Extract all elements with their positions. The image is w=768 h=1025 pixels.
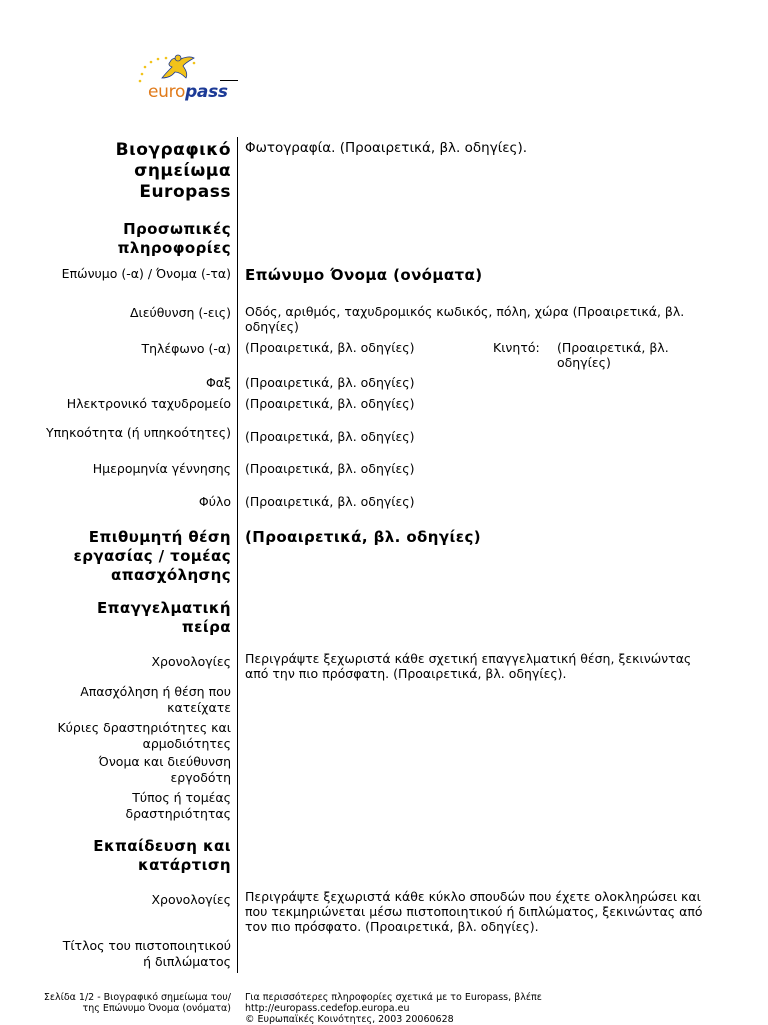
- column-divider: [237, 137, 238, 973]
- section-desired-job: Επιθυμητή θέση εργασίας / τομέας απασχόλησης: [73, 528, 231, 584]
- logo-rule: [220, 80, 238, 81]
- footer-copyright: © Ευρωπαϊκές Κοινότητες, 2003 20060628: [245, 1014, 454, 1025]
- footer-more-info: Για περισσότερες πληροφορίες σχετικά με το Europass, βλέπε: [245, 992, 542, 1003]
- mobile-value: (Προαιρετικά, βλ. οδηγίες): [557, 340, 669, 370]
- fax-label: Φαξ: [205, 375, 231, 390]
- cv-title: Βιογραφικό σημείωμα Europass: [115, 140, 231, 202]
- section-education: Εκπαίδευση και κατάρτιση: [93, 837, 231, 874]
- email-value: (Προαιρετικά, βλ. οδηγίες): [245, 396, 415, 411]
- address-value: Οδός, αριθμός, ταχυδρομικός κωδικός, πόλη, χώρα (Προαιρετικά, βλ. οδηγίες): [245, 304, 685, 334]
- address-label: Διεύθυνση (-εις): [129, 305, 231, 320]
- employer-label: Όνομα και διεύθυνση εργοδότη: [98, 754, 231, 785]
- nationality-label: Υπηκοότητα (ή υπηκοότητες): [46, 425, 231, 440]
- europass-logo: [132, 52, 242, 112]
- desired-job-value: (Προαιρετικά, βλ. οδηγίες): [245, 528, 481, 546]
- fax-value: (Προαιρετικά, βλ. οδηγίες): [245, 375, 415, 390]
- logo-text: europass: [148, 82, 228, 102]
- edu-dates-label: Χρονολογίες: [151, 892, 231, 907]
- footer-page-info: Σελίδα 1/2 - Βιογραφικό σημείωμα του/της Επώνυμο Όνομα (ονόματα): [43, 992, 231, 1014]
- email-label: Ηλεκτρονικό ταχυδρομείο: [66, 396, 231, 411]
- work-dates-value: Περιγράψτε ξεχωριστά κάθε σχετική επαγγελματική θέση, ξεκινώντας από την πιο πρόσφατη. (Προαιρετικά, βλ. οδηγίες).: [245, 651, 692, 681]
- footer-info: [245, 992, 542, 1025]
- edu-dates-value: Περιγράψτε ξεχωριστά κάθε κύκλο σπουδών που έχετε ολοκληρώσει και που τεκμηριώνεται μέσω πιστοποιητικού ή διπλώματος, ξεκινώντας από τον πιο πρόσφατο. (Προαιρετικά, βλ. οδηγίες).: [245, 889, 703, 934]
- occupation-label: Απασχόληση ή θέση που κατείχατε: [80, 684, 231, 715]
- sector-label: Τύπος ή τομέας δραστηριότητας: [125, 790, 231, 821]
- photo-placeholder: Φωτογραφία. (Προαιρετικά, βλ. οδηγίες).: [245, 140, 528, 156]
- full-name: Επώνυμο Όνομα (ονόματα): [245, 266, 483, 284]
- birthdate-label: Ημερομηνία γέννησης: [92, 461, 231, 476]
- nationality-value: (Προαιρετικά, βλ. οδηγίες): [245, 429, 415, 444]
- gender-label: Φύλο: [198, 494, 231, 509]
- footer-url[interactable]: http://europass.cedefop.europa.eu: [245, 1003, 410, 1014]
- phone-value: (Προαιρετικά, βλ. οδηγίες): [245, 340, 415, 355]
- work-dates-label: Χρονολογίες: [151, 654, 231, 669]
- birthdate-value: (Προαιρετικά, βλ. οδηγίες): [245, 461, 415, 476]
- mobile-label: Κινητό:: [493, 340, 540, 355]
- activities-label: Κύριες δραστηριότητες και αρμοδιότητες: [57, 720, 231, 751]
- gender-value: (Προαιρετικά, βλ. οδηγίες): [245, 494, 415, 509]
- phone-label: Τηλέφωνο (-α): [141, 341, 231, 356]
- section-work-experience: Επαγγελματική πείρα: [97, 599, 231, 636]
- section-personal-info: Προσωπικές πληροφορίες: [117, 220, 231, 257]
- qualification-label: Τίτλος του πιστοποιητικού ή διπλώματος: [62, 938, 231, 969]
- name-label: Επώνυμο (-α) / Όνομα (-τα): [61, 266, 231, 281]
